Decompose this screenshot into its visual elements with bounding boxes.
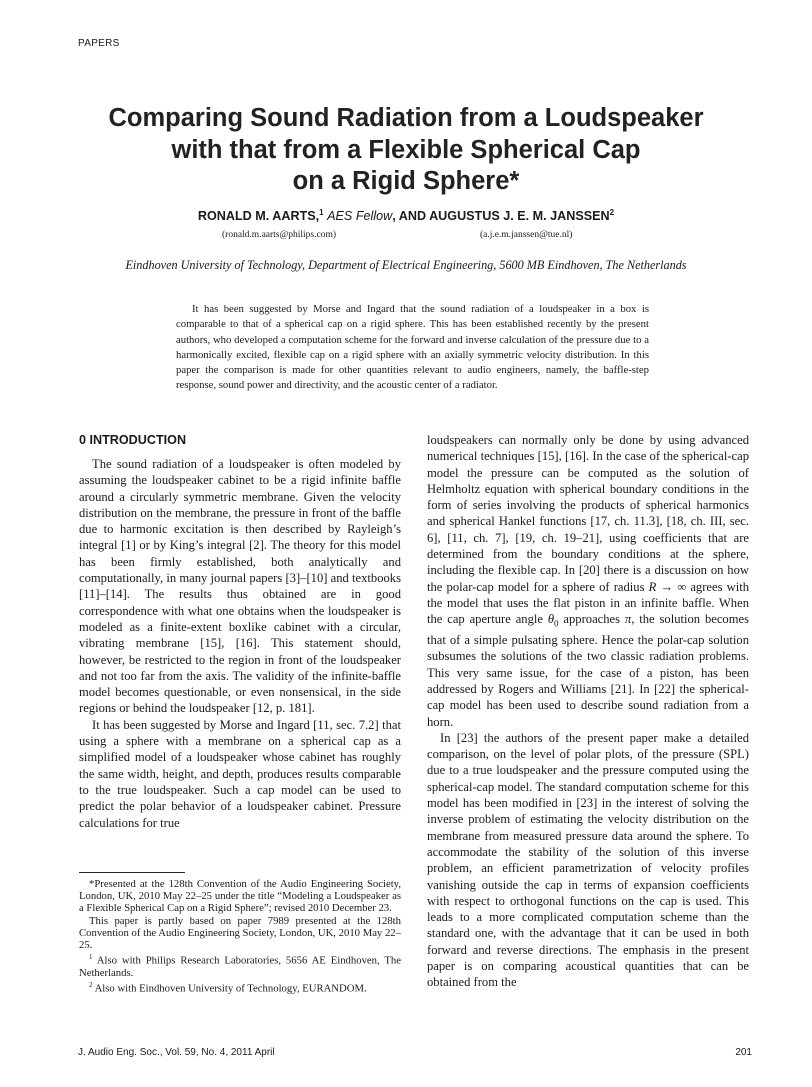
page-number: 201 xyxy=(735,1047,752,1058)
affiliation: Eindhoven University of Technology, Department of Electrical Engineering, 5600 MB Eindhoven, The Netherlands xyxy=(125,258,687,272)
author-email: (ronald.m.aarts@philips.com) xyxy=(222,230,337,240)
text-run: approaches xyxy=(558,612,625,627)
footnote-mark: 1 xyxy=(89,953,93,962)
section-heading: 0 INTRODUCTION xyxy=(79,433,187,447)
author-email: (a.j.e.m.janssen@tue.nl) xyxy=(480,230,573,240)
journal-citation: J. Audio Eng. Soc., Vol. 59, No. 4, 2011 April xyxy=(78,1047,275,1058)
author-line xyxy=(60,208,752,223)
body-paragraph: The sound radiation of a loudspeaker is often modeled by assuming the loudspeaker cabinet to be a rigid infinite baffle around a circularly symmetric membrane. Given the velocity distribution on the membrane, the pressure in front of the baffle due to harmonic excitation is then described by Rayleigh’s integral [1] or by King’s integral [2]. The theory for this model has been firmly established, both analytically and computationally, in many journal papers [3]–[10] and textbooks [11]–[14]. The results thus obtained are in good correspondence with what one obtains when the loudspeaker is modeled as a finite-extent boxlike cabinet with a circular, vibrating membrane [15], [16]. This statement should, however, be restricted to the region in front of the loudspeaker and not too far from the axis. The validity of the infinite-baffle model becomes questionable, or even nonsensical, in the side regions or behind the loudspeaker [12, p. 181]. xyxy=(79,457,401,716)
math-symbol: π xyxy=(624,612,632,627)
text-run: agrees with the model that uses the flat piston in an infinite baffle. When the cap aperture angle xyxy=(427,579,749,627)
author-separator: , xyxy=(392,209,396,224)
title-line: Comparing Sound Radiation from a Loudspeaker xyxy=(108,104,704,132)
author-name: RONALD M. AARTS, xyxy=(197,209,320,224)
author-footnote-mark: 2 xyxy=(609,208,615,217)
footnote-text: Also with Eindhoven University of Technology, EURANDOM. xyxy=(92,982,367,995)
author-membership: AES Fellow xyxy=(327,209,393,224)
footnote xyxy=(79,979,401,995)
body-paragraph: It has been suggested by Morse and Ingard [11, sec. 7.2] that using a sphere with a membrane on a spherical cap as a simplified model of a loudspeaker whose cabinet has roughly the same width, height, and depth, produces results comparable to the true loudspeaker. Such a cap model can be used to predict the polar behavior of a loudspeaker cabinet. Pressure calculations for true xyxy=(79,717,401,830)
author-footnote-mark: 1 xyxy=(319,208,324,217)
running-header: PAPERS xyxy=(78,38,120,49)
math-subscript: 0 xyxy=(554,618,559,629)
footnote-mark: 2 xyxy=(89,981,93,990)
footnotes xyxy=(79,878,401,995)
abstract: It has been suggested by Morse and Ingard that the sound radiation of a loudspeaker in a box is comparable to that of a spherical cap on a rigid sphere. This has been established recently by the present authors, who developed a computation scheme for the forward and inverse calculation of the pressure due to a harmonically excited, flexible cap on a rigid sphere with an axially symmetric velocity distribution. In this paper the comparison is made for other quantities relevant to audio engineers, namely, the baffle-step response, sound power and directivity, and the acoustic center of a radiator. xyxy=(176,303,649,392)
math-symbol: R xyxy=(648,579,657,594)
right-column xyxy=(427,432,749,991)
body-paragraph: In [23] the authors of the present paper make a detailed comparison, on the level of polar plots, of the pressure (SPL) due to a true loudspeaker and the pressure computed using the spherical-cap model. The standard computation scheme for this model has been modified in [23] in the interest of solving the inverse problem of estimating the velocity distribution on the membrane from measured pressure data around the sphere. To accommodate the stability of the solution of this inverse problem, an efficient parametrization of velocity profiles vanishing outside the cap in terms of expansion coefficients with respect to orthogonal functions on the cap is used. This leads to a more complicated computation scheme than the standard one, with the advantage that it can be used in both forward and reverse directions. The emphasis in the present paper is on comparing acoustical quantities that can be obtained from the xyxy=(427,730,749,990)
footnote: This paper is partly based on paper 7989 presented at the 128th Convention of the Audio Engineering Society, London, UK, 2010 May 22–25. xyxy=(79,914,401,952)
text-run: , the solution becomes that of a simple pulsating sphere. Hence the polar-cap solution subsumes the solutions of the two classic radiation problems. This very same issue, for the case of a piston, has been addressed by Rogers and Williams [21]. In [22] the spherical-cap model has been used to describe sound radiation from a horn. xyxy=(427,612,749,729)
paper-title xyxy=(60,103,752,198)
text-run: loudspeakers can normally only be done by using advanced numerical techniques [15], [16]. In the case of the spherical-cap model the pressure can be computed as the solution of Helmholtz equation with spherical boundary conditions in the form of series involving the products of spherical harmonics and spherical Hankel functions [17, ch. 11.3], [18, ch. III, sec. 6], [11, ch. 7], [19, ch. 19–21], using coefficients that are determined from the boundary conditions at the sphere, including the flexible cap. In [20] there is a discussion on how the polar-cap model for a sphere of radius xyxy=(427,433,749,594)
footnote-text: Also with Philips Research Laboratories, 5656 AE Eindhoven, The Netherlands. xyxy=(79,954,401,979)
math-symbol: θ xyxy=(547,612,555,627)
left-column xyxy=(79,432,401,831)
math-symbol: → ∞ xyxy=(656,579,691,594)
title-line: on a Rigid Sphere* xyxy=(292,167,520,195)
title-line: with that from a Flexible Spherical Cap xyxy=(171,135,641,164)
author-name: AND AUGUSTUS J. E. M. JANSSEN xyxy=(398,209,610,224)
footnote: *Presented at the 128th Convention of the Audio Engineering Society, London, UK, 2010 May 22–25 under the title “Modeling a Loudspeaker as a Flexible Spherical Cap on a Rigid Sphere”; revised 2010 December 23. xyxy=(79,878,401,915)
footnote xyxy=(79,951,401,979)
body-paragraph xyxy=(427,432,749,730)
footnote-rule xyxy=(79,872,185,873)
